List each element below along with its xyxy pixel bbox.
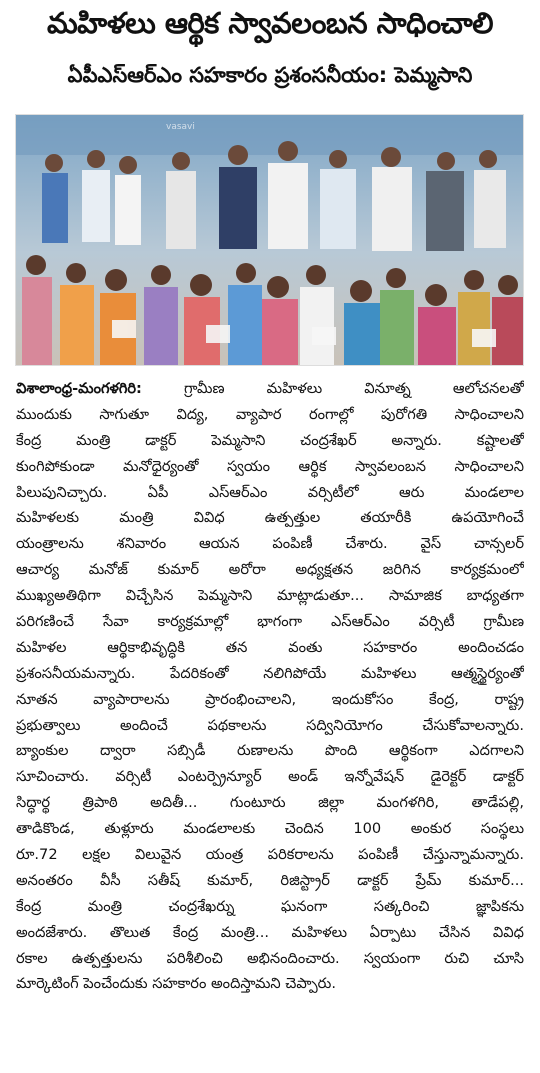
dateline: విశాలాంధ్ర-మంగళగిరి:: [16, 380, 142, 397]
article-line: ప్రభుత్వాలు అందించే పథకాలను సద్వినియోగం చేసుకోవాలన్నారు.: [16, 716, 524, 734]
subheadline: ఏపీఎస్ఆర్ఎం సహకారం ప్రశంసనీయం: పెమ్మసాని: [67, 63, 473, 87]
article-line: సిద్ధార్థ త్రిపాఠి అదితీ... గుంటూరు జిల్లా మంగళగిరి, తాడేపల్లి,: [16, 794, 524, 812]
article-line: నూతన వ్యాపారాలను ప్రారంభించాలని, ఇందుకోసం కేంద్ర, రాష్ట్ర: [16, 690, 524, 708]
article-line: ముందుకు సాగుతూ విద్య, వ్యాపార రంగాల్లో పురోగతి సాధించాలని: [16, 405, 524, 423]
article-line: కేంద్ర మంత్రి డాక్టర్ పెమ్మసాని చంద్రశేఖర్ అన్నారు. కష్టాలతో: [16, 431, 524, 449]
headline: మహిళలు ఆర్థిక స్వావలంబన సాధించాలి: [46, 6, 494, 40]
article-line: అనంతరం వీసీ సతీష్ కుమార్, రిజిస్ట్రార్ డాక్టర్ ప్రేమ్ కుమార్...: [16, 871, 524, 889]
article-line: పిలుపునిచ్చారు. ఏపీ ఎస్ఆర్ఎం వర్సిటీలో ఆరు మండలాల: [16, 483, 524, 501]
article-body: [16, 376, 524, 997]
article-line: ఆచార్య మనోజ్ కుమార్ అరోరా అధ్యక్షతన జరిగిన కార్యక్రమంలో: [16, 561, 524, 579]
article-line: అందజేశారు. తొలుత కేంద్ర మంత్రి... మహిళలు ఏర్పాటు చేసిన వివిధ: [16, 923, 524, 941]
article-line: పరిగణించే సేవా కార్యక్రమాల్లో భాగంగా ఎస్ఆర్ఎం వర్సిటీ గ్రామీణ: [16, 613, 524, 631]
article-line: ముఖ్యఅతిథిగా విచ్చేసిన పెమ్మసాని మాట్లాడుతూ... సామాజిక బాధ్యతగా: [16, 587, 524, 605]
article-line-text: గ్రామీణ మహిళలు వినూత్న ఆలోచనలతో: [141, 380, 524, 397]
article-line: రకాల ఉత్పత్తులను పరిశీలించి అభినందించారు. స్వయంగా రుచి చూసి: [16, 949, 524, 967]
article-line: సూచించారు. వర్సిటీ ఎంటర్ప్రెన్యూర్ అండ్ ఇన్నోవేషన్ డైరెక్టర్ డాక్టర్: [16, 768, 524, 786]
article-line: ప్రశంసనీయమన్నారు. పేదరికంతో నలిగిపోయే మహిళలు ఆత్మస్థైర్యంతో: [16, 664, 524, 682]
photo-watermark: vasavi: [166, 122, 195, 132]
article-line: మార్కెటింగ్ పెంచేందుకు సహకారం అందిస్తామని చెప్పారు.: [16, 975, 336, 993]
article-line: బ్యాంకుల ద్వారా సబ్సిడీ రుణాలను పొంది ఆర్థికంగా ఎదగాలని: [16, 742, 524, 760]
article-line: తాడికొండ, తుళ్లూరు మండలాలకు చెందిన 100 అంకుర సంస్థలు: [16, 820, 524, 838]
article-line: మహిళలకు మంత్రి వివిధ ఉత్పత్తుల తయారీకి ఉపయోగించే: [16, 509, 524, 527]
article-line: కుంగిపోకుండా మనోధైర్యంతో స్వయం ఆర్థిక స్వావలంబన సాధించాలని: [16, 457, 524, 475]
article-line: కేంద్ర మంత్రి చంద్రశేఖర్ను ఘనంగా సత్కరించి జ్ఞాపికను: [16, 897, 524, 915]
article-line: మహిళల ఆర్థికాభివృద్ధికి తన వంతు సహకారం అందించడం: [16, 638, 524, 656]
news-photo: [15, 114, 524, 366]
article-line: [16, 376, 524, 402]
article-line: యంత్రాలను శనివారం ఆయన పంపిణీ చేశారు. వైస్ చాన్సలర్: [16, 535, 524, 553]
article-line: రూ.72 లక్షల విలువైన యంత్ర పరికరాలను పంపిణీ చేస్తున్నామన్నారు.: [16, 846, 524, 864]
photo-image: [16, 115, 523, 365]
